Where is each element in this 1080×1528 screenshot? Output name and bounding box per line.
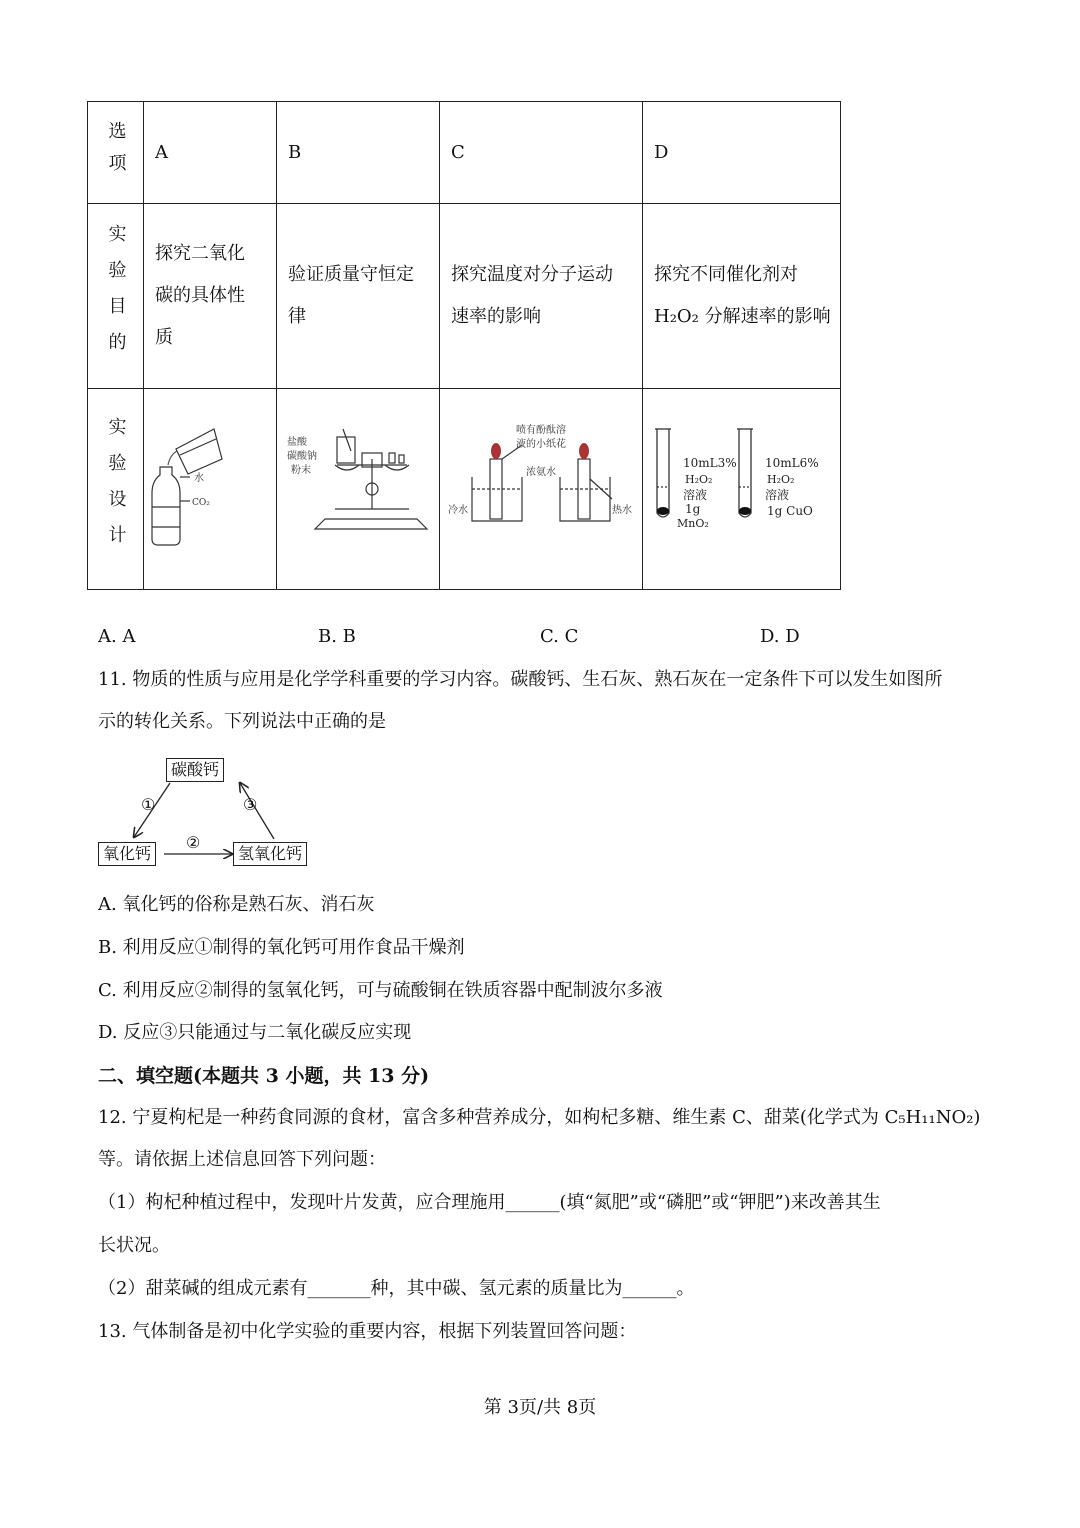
- purpose-a-line: 探究二氧化: [155, 243, 245, 264]
- q12-sub2: （2）甜菜碱的组成元素有_______种，其中碳、氢元素的质量比为______。: [98, 1278, 695, 1299]
- purpose-c-line: 探究温度对分子运动: [451, 264, 613, 285]
- label-left-sol: 溶液: [683, 488, 708, 502]
- section-heading: 二、填空题(本题共 3 小题，共 13 分): [98, 1065, 430, 1087]
- label-left-cat: MnO₂: [677, 517, 709, 530]
- q12-sub1-line1: （1）枸杞种植过程中，发现叶片发黄，应合理施用______(填“氮肥”或“磷肥”或“钾肥”)来改善其生: [98, 1192, 881, 1213]
- experiment-table: [87, 101, 841, 590]
- purpose-b-line: 验证质量守恒定: [288, 264, 414, 285]
- label-cold: 冷水: [448, 505, 468, 516]
- purpose-b: [277, 204, 440, 389]
- purpose-c-line: 速率的影响: [451, 306, 541, 327]
- purpose-b-line: 律: [288, 306, 306, 327]
- q12-sub1-line2: 长状况。: [98, 1235, 170, 1256]
- purpose-d: [643, 204, 841, 389]
- label-right-conc: 10mL6%: [765, 456, 819, 470]
- label-paper1: 喷有酚酞溶: [516, 425, 566, 436]
- q10-option-b: B. B: [318, 626, 356, 647]
- dropper-bulb: [491, 443, 501, 459]
- page-footer: 第 3页/共 8页: [483, 1397, 597, 1418]
- design-a: [144, 389, 277, 590]
- table-row: [88, 102, 841, 204]
- q11-stem-line1: 11. 物质的性质与应用是化学学科重要的学习内容。碳酸钙、生石灰、熟石灰在一定条件下可以发生如图所: [98, 669, 943, 690]
- catalyst-dot: [657, 507, 669, 515]
- label-left-conc: 10mL3%: [683, 456, 737, 470]
- q11-option-c: C. 利用反应②制得的氢氧化钙，可与硫酸铜在铁质容器中配制波尔多液: [98, 980, 663, 1001]
- beakers-experiment-figure: [440, 389, 643, 573]
- purpose-d-line: H₂O₂ 分解速率的影响: [654, 306, 831, 327]
- q10-option-c: C. C: [540, 626, 579, 647]
- balance-experiment-figure: [277, 389, 440, 573]
- label-powder: 粉末: [291, 465, 311, 476]
- design-b: [277, 389, 440, 590]
- label-right-cat: 1g CuO: [767, 504, 813, 518]
- q11-stem-line2: 示的转化关系。下列说法中正确的是: [98, 711, 386, 732]
- row-label-text: 实验设计: [105, 417, 127, 561]
- test-tubes-figure: [643, 389, 841, 573]
- purpose-c: [440, 204, 643, 389]
- q11-option-d: D. 反应③只能通过与二氧化碳反应实现: [98, 1022, 412, 1043]
- dropper-bulb: [579, 443, 589, 459]
- catalyst-dot: [739, 507, 751, 515]
- row-label-text: 选项: [105, 120, 127, 185]
- label-right-sol: 溶液: [765, 488, 790, 502]
- q12-stem-line1: 12. 宁夏枸杞是一种药食同源的食材，富含多种营养成分，如枸杞多糖、维生素 C、甜菜(化学式为 C₅H₁₁NO₂): [98, 1107, 981, 1128]
- label-co2: CO₂: [192, 498, 210, 508]
- q13-stem: 13. 气体制备是初中化学实验的重要内容，根据下列装置回答问题：: [98, 1321, 637, 1342]
- label-ammonia: 浓氨水: [526, 467, 556, 478]
- row-label-design: [88, 389, 144, 590]
- node-calcium-carbonate: 碳酸钙: [166, 758, 224, 782]
- reaction-label-2: ②: [186, 833, 201, 852]
- label-right-h2o2: H₂O₂: [767, 473, 795, 486]
- label-paper2: 液的小纸花: [516, 439, 566, 450]
- label-acid: 盐酸: [287, 437, 307, 448]
- bottle-experiment-figure: [144, 389, 277, 573]
- row-label-text: 实验目的: [105, 224, 127, 368]
- row-label-purpose: [88, 204, 144, 389]
- purpose-a-line: 质: [155, 327, 173, 348]
- purpose-a-line: 碳的具体性: [155, 285, 245, 306]
- q10-option-a: A. A: [98, 626, 136, 647]
- row-label-options: [88, 102, 144, 204]
- label-water: 水: [194, 473, 204, 484]
- reaction-label-3: ③: [243, 795, 258, 814]
- label-left-h2o2: H₂O₂: [685, 473, 713, 486]
- q12-stem-line2: 等。请依据上述信息回答下列问题：: [98, 1149, 386, 1170]
- label-soda: 碳酸钠: [287, 451, 317, 462]
- reaction-label-1: ①: [141, 795, 156, 814]
- label-hot: 热水: [612, 505, 632, 516]
- table-row: [88, 389, 841, 590]
- label-left-mass: 1g: [685, 502, 701, 516]
- col-header-d: D: [643, 102, 841, 204]
- q11-option-b: B. 利用反应①制得的氧化钙可用作食品干燥剂: [98, 937, 465, 958]
- col-header-a: A: [144, 102, 277, 204]
- purpose-d-line: 探究不同催化剂对: [654, 264, 798, 285]
- purpose-a: [144, 204, 277, 389]
- q10-option-d: D. D: [760, 626, 800, 647]
- design-d: [643, 389, 841, 590]
- col-header-c: C: [440, 102, 643, 204]
- design-c: [440, 389, 643, 590]
- q11-option-a: A. 氧化钙的俗称是熟石灰、消石灰: [98, 894, 375, 915]
- table-row: [88, 204, 841, 389]
- node-calcium-oxide: 氧化钙: [98, 842, 156, 866]
- node-calcium-hydroxide: 氢氧化钙: [233, 842, 307, 866]
- col-header-b: B: [277, 102, 440, 204]
